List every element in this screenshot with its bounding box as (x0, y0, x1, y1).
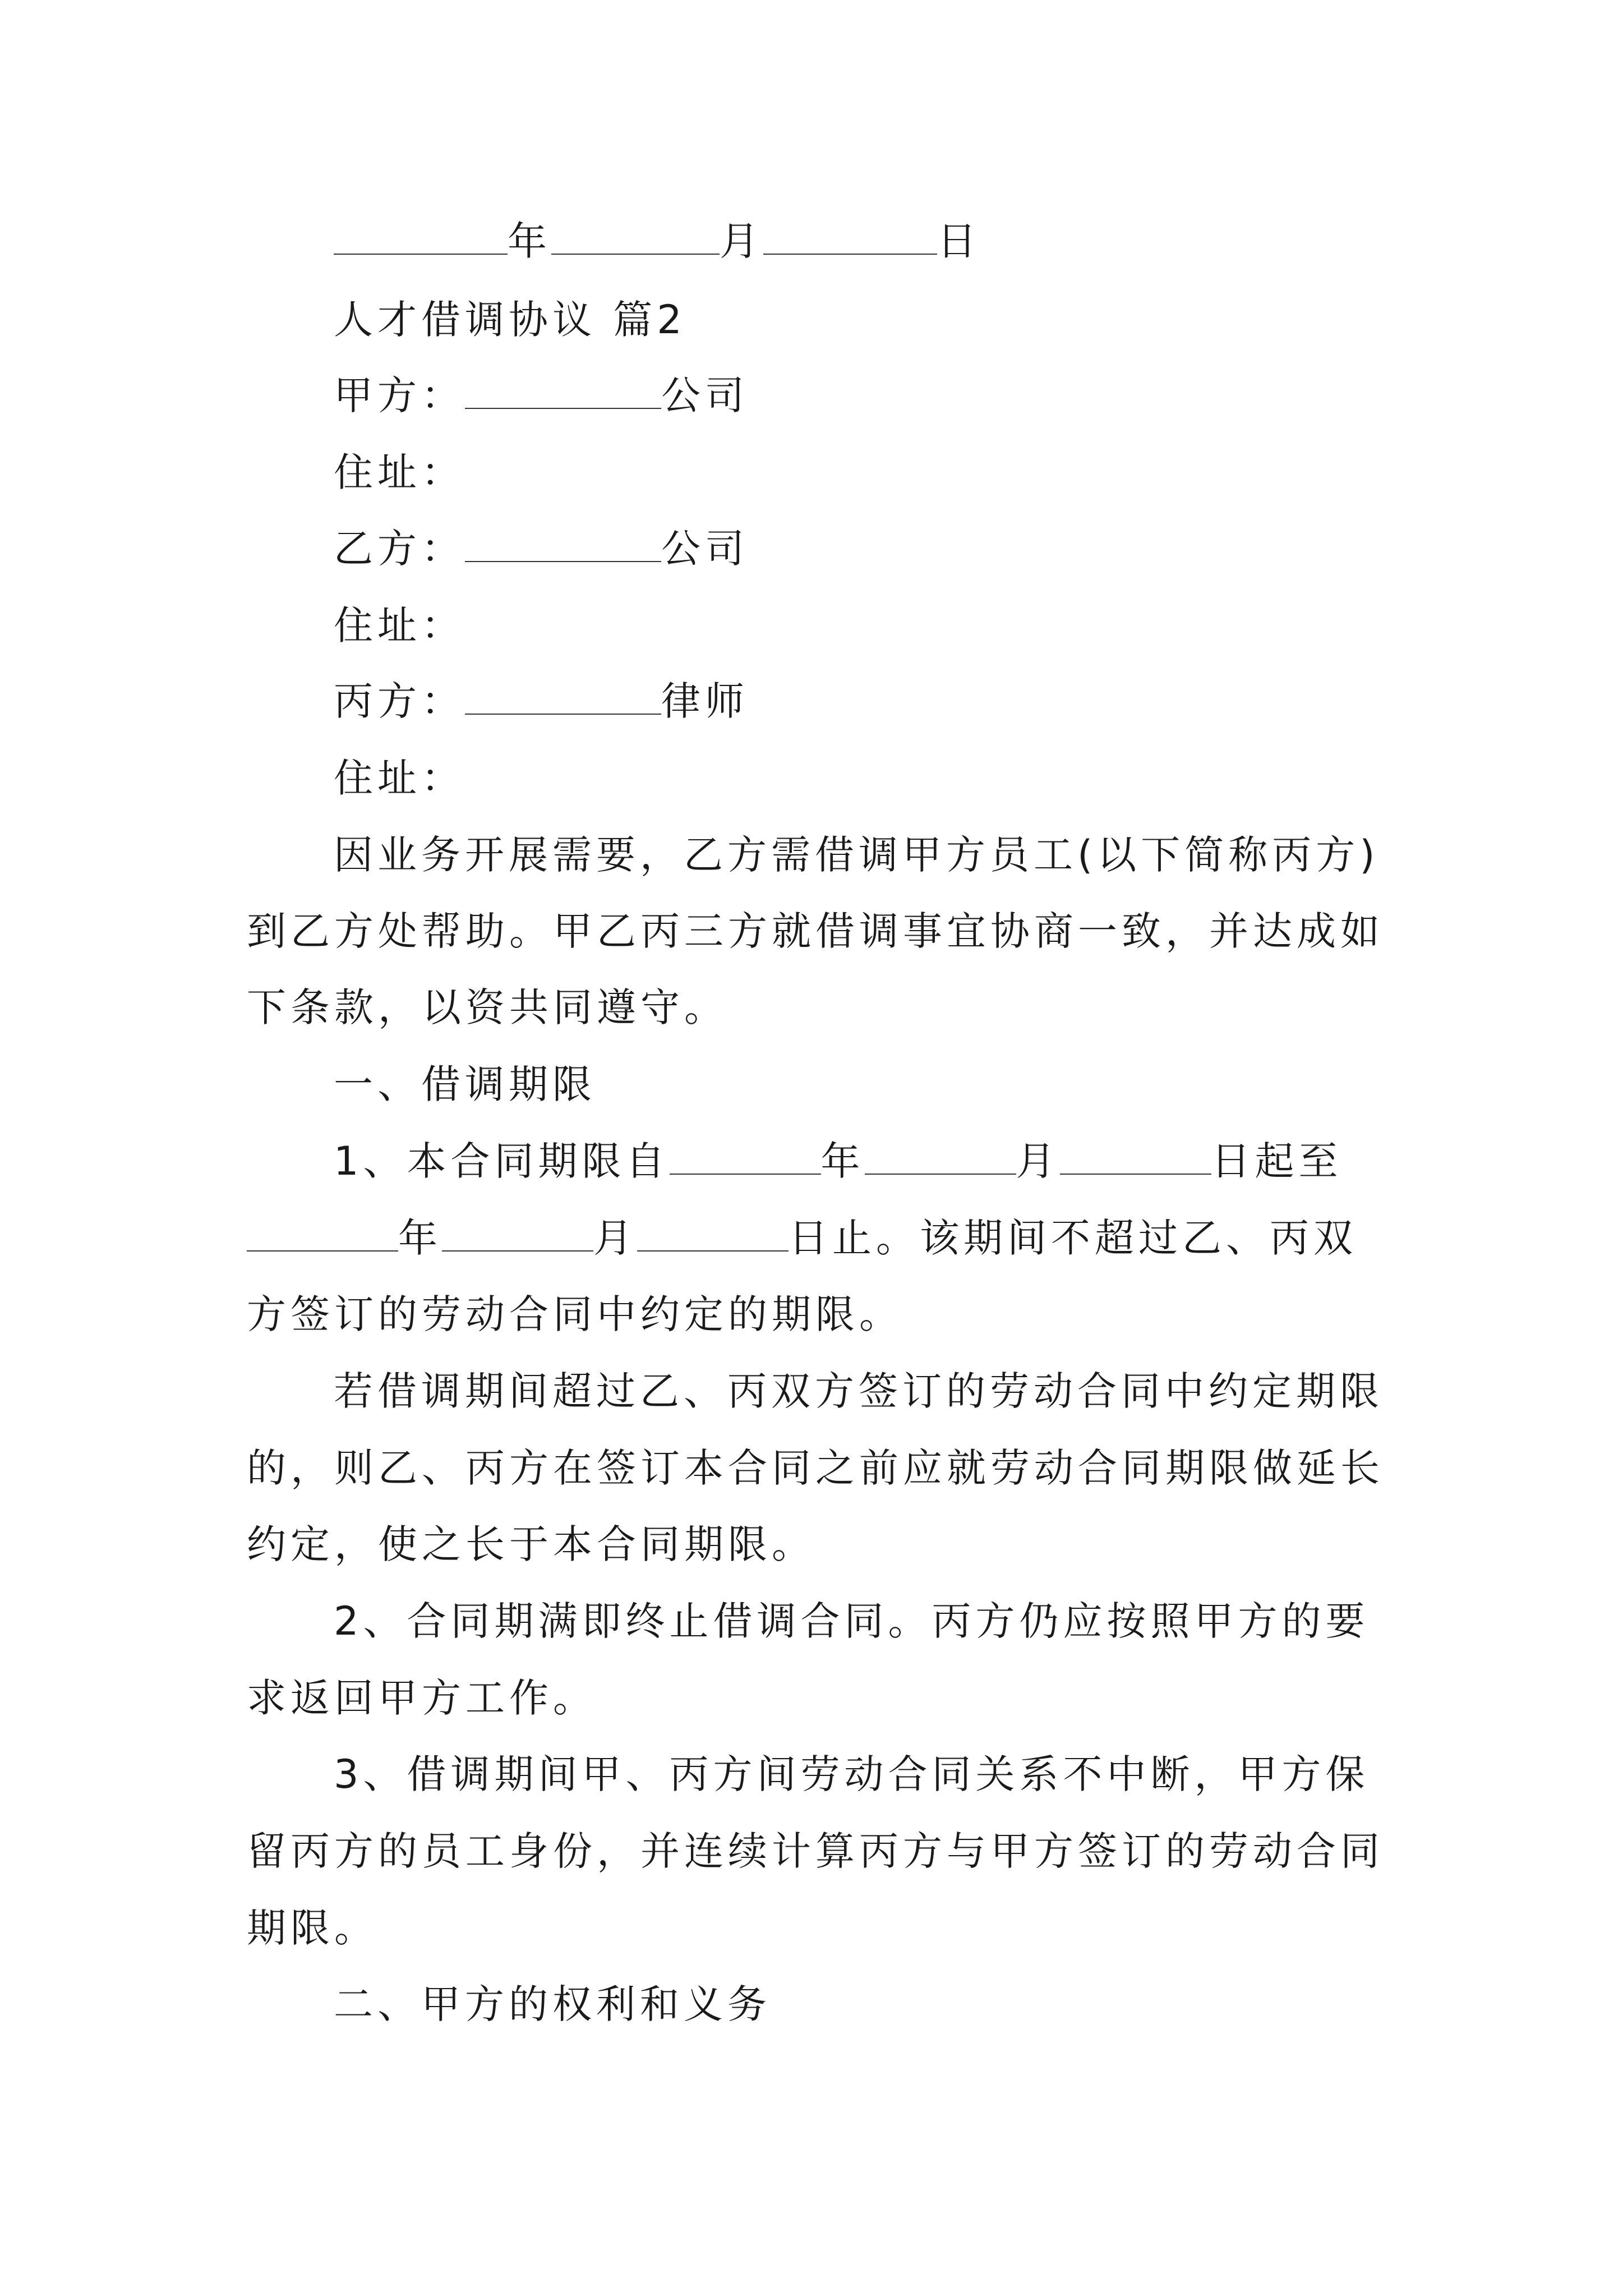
month-blank (551, 214, 720, 255)
party-b-blank (465, 522, 661, 562)
clause-1-day-blank (1060, 1134, 1211, 1175)
party-b-line (334, 521, 749, 577)
clause-1-year-blank (670, 1134, 821, 1175)
intro-line-2: 到乙方处帮助。甲乙丙三方就借调事宜协商一致，并达成如 (247, 908, 1384, 954)
document-title: 人才借调协议 篇2 (334, 297, 686, 343)
clause-2-line-2: 求返回甲方工作。 (247, 1675, 597, 1721)
date-line (334, 213, 981, 269)
party-a-address: 住址： (334, 449, 465, 495)
party-c-suffix: 律师 (661, 678, 749, 724)
clause-1-end-year-blank (247, 1211, 398, 1251)
party-b-address: 住址： (334, 602, 465, 648)
day-blank (763, 214, 937, 255)
clause-1-day-start: 日起至 (1211, 1138, 1343, 1184)
clause-1-end-day-blank (637, 1211, 789, 1251)
party-a-blank (465, 369, 661, 409)
clause-2-line-1: 2、合同期满即终止借调合同。丙方仍应按照甲方的要 (334, 1598, 1370, 1644)
para-2-line-3: 约定，使之长于本合同期限。 (247, 1521, 815, 1567)
clause-1-start: 1、本合同期限自 (334, 1138, 670, 1184)
date-year-label: 年 (508, 218, 551, 264)
clause-1-month: 月 (1016, 1138, 1060, 1184)
party-a-line (334, 367, 749, 424)
para-2-line-1: 若借调期间超过乙、丙双方签订的劳动合同中约定期限 (334, 1368, 1384, 1414)
party-c-label: 丙方： (334, 678, 465, 724)
party-a-label: 甲方： (334, 372, 465, 418)
clause-1-line-1 (334, 1133, 1343, 1189)
party-c-blank (465, 674, 661, 715)
party-c-line (334, 673, 749, 729)
party-a-suffix: 公司 (661, 372, 749, 418)
clause-3-line-1: 3、借调期间甲、丙方间劳动合同关系不中断，甲方保 (334, 1751, 1370, 1797)
date-day-label: 日 (937, 218, 981, 264)
para-2-line-2: 的，则乙、丙方在签订本合同之前应就劳动合同期限做延长 (247, 1445, 1384, 1491)
year-blank (334, 214, 508, 255)
section-2-heading: 二、甲方的权利和义务 (334, 1981, 771, 2027)
clause-1-day-end: 日止。该期间不超过乙、丙双 (789, 1215, 1357, 1261)
clause-3-line-2: 留丙方的员工身份，并连续计算丙方与甲方签订的劳动合同 (247, 1828, 1384, 1874)
section-1-heading: 一、借调期限 (334, 1061, 596, 1107)
intro-line-1: 因业务开展需要，乙方需借调甲方员工(以下简称丙方) (334, 832, 1380, 878)
clause-1-month-blank (865, 1134, 1016, 1175)
clause-1-line-3: 方签订的劳动合同中约定的期限。 (247, 1291, 903, 1337)
clause-3-line-3: 期限。 (247, 1905, 378, 1951)
intro-line-3: 下条款，以资共同遵守。 (247, 984, 728, 1030)
clause-1-end-year: 年 (398, 1215, 442, 1261)
party-b-suffix: 公司 (661, 526, 749, 572)
clause-1-end-month-blank (442, 1211, 593, 1251)
clause-1-end-month: 月 (593, 1215, 637, 1261)
date-month-label: 月 (720, 218, 763, 264)
clause-1-year: 年 (820, 1138, 865, 1184)
party-c-address: 住址： (334, 755, 465, 801)
party-b-label: 乙方： (334, 526, 465, 572)
clause-1-line-2 (247, 1210, 1357, 1266)
